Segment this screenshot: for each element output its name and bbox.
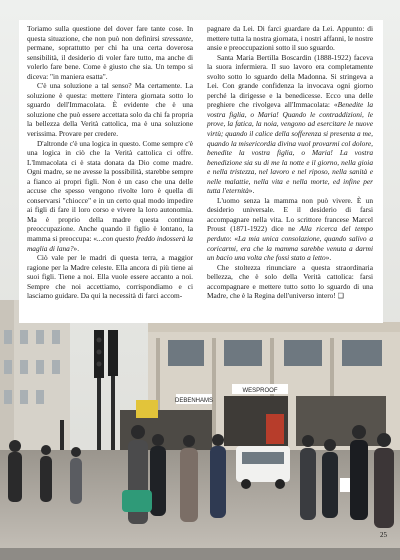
article-text-box [19,20,383,323]
article-right-column [207,24,373,302]
article-left-column [27,24,193,301]
page-number: 25 [380,531,387,539]
svg-text:DEBENHAMS: DEBENHAMS [174,398,214,404]
paragraph: D'altronde c'è una logica in questo. Come sempre c'è una logica in ciò che la Verità cattolica ci offre. L'Immacolata ci è stata donata da Dio come madre. Ogni madre, se ne avesse la possibilità, starebbe sempre a fianco ai propri figli. Non è un caso che una delle accuse che spesso vengono rivolte loro è quella di conservarsi "chiocce" e in un certo qual modo impedire ai figli di fare il loro corso e vivere la loro autonomia. Ma è proprio della madre questa continua preoccupazione. Anche quando il figlio è lontano, la mamma si preoccupa: «...con questo freddo indosserà la maglia di lana?». [27,138,193,253]
svg-text:WESPROOF: WESPROOF [242,388,278,394]
paragraph: Che stoltezza rinunciare a questa straordinaria bellezza, che è solo della Verità cattolica: farsi accompagnare e mettere tutto sotto lo sguardo di una Madre, che è la Regina dell'universo intero! ❑ [207,262,373,301]
left-buildings [0,300,70,460]
paragraph: Santa Maria Bertilla Boscardin (1888-1922) faceva la suora infermiera. Il suo lavoro era completamente svolto sotto lo sguardo della Madonna. Si stringeva a Lei. Con grande confidenza la invocava ogni giorno perché la dirigesse e la benedicesse. Ecco una delle preghiere che rivolgeva all'Immacolata: «Benedite la vostra figlia, o Maria! Quando le contraddizioni, le prove, la fatica, la noia, vengono ad esercitare le nuove virtù; quando il calice della sofferenza si presenta a me, quando la misericordia divina vuol provarmi col dolore, benedite la vostra figlia, o Maria! La vostra benedizione sia su di me la notte e il giorno, nella gioia e nella tristezza, nel lavoro e nel riposo, nella sanità e nelle malattie, nella vita e nella morte, ed infine per tutta l'eternità». [207,52,373,196]
green-coat [122,490,152,512]
paragraph: C'è una soluzione a tal senso? Ma certamente. La soluzione è questa: mettere l'intera giornata sotto lo sguardo dell'Immacolata. È evidente che è una soluzione che può essere accettata solo da chi fa propria la bellezza della Verità cattolica, ma è una soluzione verissima. Provare per credere. [27,81,193,139]
paragraph: Ciò vale per le madri di questa terra, a maggior ragione per la Madre celeste. Ella ancora di più tiene ai suoi figli. Tiene a noi. Ella vuole essere accanto a noi. Sempre che noi accettiamo, corrispondiamo e ci lasciamo guidare. Da qui la necessità di farci accom- [27,253,193,301]
paragraph: Toriamo sulla questione del dover fare tante cose. In questa situazione, che non può non definirsi stressante, permane, soprattutto per chi ha una certa doverosa sensibilità, il desiderio di voler fare tutto, ma anche di volerlo fare bene. Come è giusto che sia. Un tempo si diceva: "in maniera esatta". [27,24,193,81]
paragraph: pagnare da Lei. Di farci guardare da Lei. Appunto: di mettere tutta la nostra giornata, i nostri affanni, le nostre ansie e preoccupazioni sotto il suo sguardo. [207,24,373,53]
paragraph: L'uomo senza la mamma non può vivere. È un desiderio universale. E il desiderio di farsi accompagnare nella vita. Lo scrittore francese Marcel Proust (1871-1922) dice ne Alla ricerca del tempo perduto: «La mia unica consolazione, quando salivo a coricarmi, era che la mamma sarebbe venuta a darmi un bacio una volta che fossi stato a letto». [207,195,373,263]
